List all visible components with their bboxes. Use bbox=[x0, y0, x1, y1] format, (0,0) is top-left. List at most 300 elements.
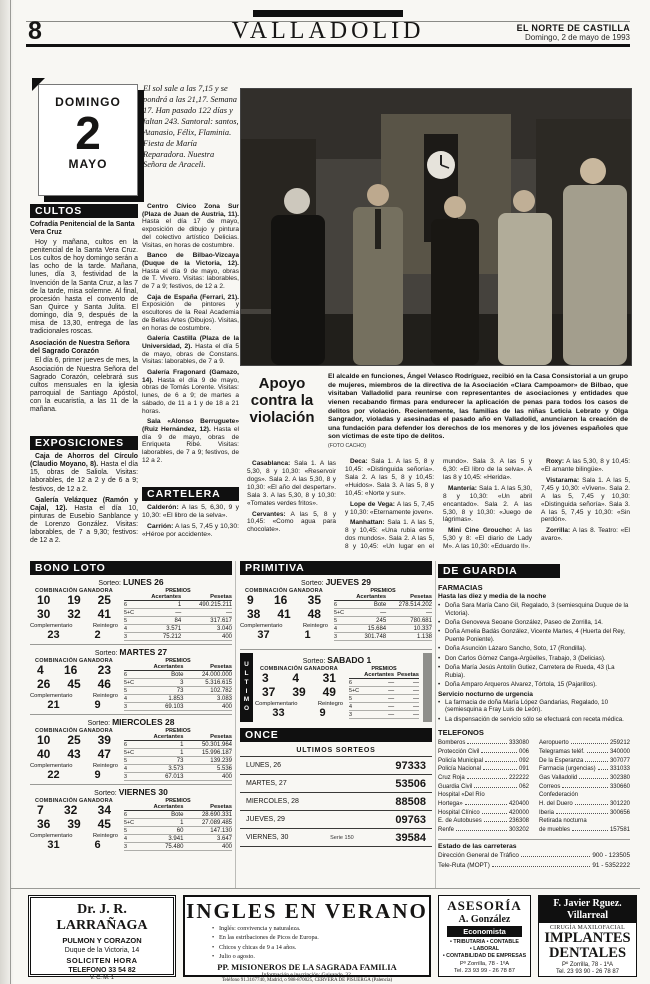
phone-row bbox=[438, 774, 529, 783]
ad-asesoria-phone: Tel. 23 93 99 - 26 78 87 bbox=[454, 968, 515, 975]
prize-row bbox=[124, 811, 232, 819]
cinema-entry: Casablanca: Sala 1. A las 5,30, 8 y 10,30: «Reservoir dogs». Sala 2. A las 5,30, 8 y 10,30: «El año del despertar». Sala 3. A las 5,30, 8 y 10,30: «Tomates verdes fritos». bbox=[247, 460, 336, 507]
nocturno-item-text: La farmacia de doña María López Gandarias, Regalado, 10 (semiesquina a Fray Luis de León). bbox=[445, 698, 609, 714]
prize-winners: Bote bbox=[345, 601, 386, 609]
prize-row bbox=[124, 757, 232, 765]
combination-number: 39 bbox=[292, 684, 306, 699]
prize-category: 6 bbox=[124, 671, 135, 679]
dot-leader bbox=[467, 743, 507, 744]
ad-implantes-line2: DENTALES bbox=[548, 945, 627, 962]
agenda-entry: Sala «Alonso Berruguete» (Ruiz Hernández, 12). Hasta el día 9 de mayo, obras de Enriqueta Ribé. Visitas: laborables, de 7 a 9; festivos, de 12 a 2. bbox=[142, 418, 239, 464]
cinema-lead: Lope de Vega: bbox=[350, 500, 395, 508]
prize-winners: 69.103 bbox=[135, 703, 183, 711]
agenda-entry: Caja de España (Ferrari, 21). Exposición de pintores y escultores de la Real Academia de Bellas Artes (Dibujos). Visitas, en horas de costumbre. bbox=[142, 293, 239, 332]
ultimo-letter: O bbox=[243, 705, 250, 713]
exposiciones-body bbox=[30, 453, 138, 546]
sorteo-label: Sorteo: bbox=[301, 580, 326, 587]
combination-number: 3 bbox=[262, 671, 269, 685]
prize-amount: 5.316.615 bbox=[183, 679, 232, 687]
once-day: VIERNES, 30 bbox=[246, 834, 289, 841]
cinema-lead: Mini Cine Groucho: bbox=[448, 527, 513, 535]
dot-leader bbox=[481, 752, 517, 753]
combination-label: COMBINACIÓN GANADORA bbox=[35, 658, 113, 664]
phone-label: Retirada nocturna bbox=[539, 818, 587, 825]
once-result-row bbox=[240, 756, 432, 774]
ad-asesoria bbox=[438, 895, 531, 977]
combination-number: 19 bbox=[67, 593, 81, 607]
draw-day: JUEVES 29 bbox=[325, 577, 371, 587]
prize-amount: 50.301.964 bbox=[183, 741, 232, 749]
prize-winners: 75.212 bbox=[135, 633, 181, 641]
news-photo bbox=[240, 88, 632, 366]
prize-table bbox=[334, 588, 432, 641]
phone-number: 259212 bbox=[609, 740, 630, 747]
nocturno-list bbox=[438, 699, 630, 724]
cultos-heading: Cofradía Penitencial de la Santa Vera Cruz bbox=[30, 221, 135, 236]
ad-larranaga-specialty: PULMON Y CORAZON bbox=[62, 936, 142, 945]
phone-label: Cruz Roja bbox=[438, 775, 465, 781]
premios-label: PREMIOS bbox=[165, 798, 191, 804]
phone-row bbox=[539, 826, 630, 835]
phone-number: 340000 bbox=[609, 748, 630, 755]
phone-number: 331033 bbox=[609, 766, 630, 773]
ad-implantes-phone: Tel. 23 93 90 - 26 78 87 bbox=[555, 969, 620, 976]
farmacias-title: FARMACIAS bbox=[438, 583, 483, 592]
ad-bullet bbox=[212, 944, 402, 952]
acertantes-header: Acertantes bbox=[135, 664, 183, 671]
prize-amount: — bbox=[394, 695, 419, 703]
combination-label: COMBINACIÓN GANADORA bbox=[35, 728, 113, 734]
pharmacy-item bbox=[438, 655, 630, 663]
acertantes-header: Acertantes bbox=[345, 594, 386, 601]
agenda-entry: Banco de Bilbao-Vizcaya (Duque de la Victoria, 12). Hasta el día 9 de mayo, obras de T. Vivero. Visitas: laborables, de 7 a 9; festivos, de 12 a 2. bbox=[142, 252, 239, 291]
prize-amount: 490.215.211 bbox=[181, 601, 232, 609]
prize-amount: 780.681 bbox=[386, 617, 432, 625]
once-results bbox=[240, 756, 432, 847]
prize-amount: 400 bbox=[183, 773, 232, 781]
combination-number: 41 bbox=[97, 606, 111, 621]
once-result-row bbox=[240, 774, 432, 792]
prize-category: 5 bbox=[124, 827, 135, 835]
dot-leader bbox=[579, 778, 608, 779]
phone-label: Iberia bbox=[539, 809, 555, 816]
once-subtitle: ULTIMOS SORTEOS bbox=[296, 747, 376, 754]
carreteras-title: Estado de las carreteras bbox=[438, 839, 630, 850]
prize-row bbox=[124, 741, 232, 749]
combination-row bbox=[30, 608, 118, 622]
complementario-value: 33 bbox=[272, 706, 285, 719]
agenda-lead: Centro Cívico Zona Sur (Plaza de Juan de Austria, 11). bbox=[142, 203, 239, 218]
cinema-entry: Zorrilla: A las 8. Teatro: «El avaro». bbox=[541, 527, 630, 543]
phone-label: Telegramas teléf. bbox=[539, 748, 585, 755]
reintegro-value: 9 bbox=[94, 698, 101, 711]
phone-row bbox=[438, 765, 529, 774]
bullet-dot: • bbox=[438, 715, 441, 723]
prize-amount: 317.617 bbox=[181, 617, 232, 625]
phone-number: 236308 bbox=[508, 818, 529, 825]
prize-row bbox=[124, 609, 232, 617]
page-header bbox=[26, 12, 630, 47]
combination-row bbox=[30, 818, 118, 832]
ad-asesoria-services bbox=[439, 939, 530, 960]
ad-larranaga-name: Dr. J. R. LARRAÑAGA bbox=[56, 902, 148, 933]
prize-winners: 3.571 bbox=[135, 625, 181, 633]
combination-label: COMBINACIÓN GANADORA bbox=[260, 666, 338, 672]
combination-number: 38 bbox=[247, 606, 261, 621]
combination-number: 37 bbox=[262, 684, 276, 699]
reintegro-value: 9 bbox=[319, 706, 326, 719]
draw-day: LUNES 26 bbox=[122, 577, 164, 587]
prize-amount: — bbox=[394, 679, 419, 687]
nocturno-item bbox=[438, 699, 630, 715]
prize-table bbox=[124, 798, 232, 851]
prize-category: 3 bbox=[124, 703, 135, 711]
prize-winners: 1.853 bbox=[135, 695, 183, 703]
calendar-fold bbox=[32, 78, 45, 91]
ad-bullet-text: Inglés: convivencia y naturaleza. bbox=[219, 925, 301, 932]
phone-label: Hospital Clínico bbox=[438, 809, 480, 816]
ad-bullet bbox=[212, 953, 402, 961]
section-title: VALLADOLID bbox=[231, 18, 425, 44]
bullet-dot: • bbox=[438, 619, 441, 626]
phone-label: Guardia Civil bbox=[438, 783, 473, 790]
cinema-lead: Manhattan: bbox=[350, 519, 385, 527]
prize-winners: 301.748 bbox=[345, 633, 386, 641]
combination-row bbox=[30, 734, 118, 748]
once-day: LUNES, 26 bbox=[246, 762, 282, 769]
exposiciones-section bbox=[30, 436, 138, 549]
prize-winners: — bbox=[360, 679, 394, 687]
reintegro-value: 2 bbox=[94, 628, 101, 641]
cultos-section bbox=[30, 204, 138, 417]
ultimo-sorteo-block bbox=[240, 649, 432, 722]
combination-label: COMBINACIÓN GANADORA bbox=[35, 588, 113, 594]
prize-category: 5+C bbox=[124, 749, 135, 756]
prize-amount: 400 bbox=[183, 843, 232, 851]
prize-row bbox=[124, 835, 232, 843]
prize-category: 3 bbox=[349, 711, 360, 719]
ad-asesoria-role: Economista bbox=[447, 926, 522, 937]
premios-label: PREMIOS bbox=[165, 728, 191, 734]
prize-winners: 3.573 bbox=[135, 765, 183, 773]
prize-row bbox=[334, 633, 432, 641]
prize-amount: 400 bbox=[181, 633, 232, 641]
dot-leader bbox=[521, 856, 590, 857]
phone-row bbox=[539, 765, 630, 774]
prize-category: 5+C bbox=[124, 679, 135, 686]
ad-implantes-address: Pº Zorrilla, 78 - 1ºA bbox=[561, 962, 614, 969]
combination-number: 16 bbox=[273, 593, 288, 607]
ad-bullet bbox=[212, 925, 402, 933]
combination-number: 49 bbox=[322, 684, 336, 699]
agenda-column bbox=[142, 201, 239, 485]
phone-row bbox=[539, 739, 630, 748]
prize-row bbox=[124, 819, 232, 827]
prize-category: 6 bbox=[349, 679, 360, 687]
prize-category: 5 bbox=[334, 617, 345, 625]
prize-grid bbox=[334, 594, 432, 641]
combination-number: 46 bbox=[97, 676, 111, 691]
phone-label: Farmacia (urgencias) bbox=[539, 766, 596, 773]
combination-row bbox=[255, 672, 343, 686]
ultimo-vertical-label bbox=[240, 653, 253, 722]
combination-number: 7 bbox=[37, 803, 44, 817]
combination-number: 34 bbox=[97, 803, 111, 817]
reintegro-label: Reintegro bbox=[92, 622, 118, 629]
once-section bbox=[240, 728, 432, 847]
acertantes-header: Acertantes bbox=[135, 594, 181, 601]
prize-winners: — bbox=[360, 703, 394, 711]
prize-winners: 1 bbox=[135, 749, 183, 757]
phone-number: 302380 bbox=[609, 775, 630, 781]
phone-row bbox=[438, 809, 529, 818]
phone-label: H. del Duero bbox=[539, 801, 573, 808]
ad-ingles-info: Información e inscripción: Guisando, 32. bbox=[261, 972, 353, 978]
prize-row bbox=[124, 749, 232, 757]
draw-day: VIERNES 30 bbox=[118, 787, 168, 797]
reintegro-label: Reintegro bbox=[92, 832, 118, 839]
acertantes-header: Acertantes bbox=[360, 672, 394, 679]
cinema-lead: Mantería: bbox=[448, 484, 477, 492]
winning-combination bbox=[30, 798, 118, 851]
ad-service-line: • TRIBUTARIA • CONTABLE bbox=[450, 939, 519, 945]
ad-larranaga-address: Duque de la Victoria, 14 bbox=[64, 947, 140, 954]
de-guardia-section bbox=[438, 561, 630, 871]
draw-title bbox=[255, 655, 419, 665]
prize-row bbox=[124, 625, 232, 633]
combination-number: 43 bbox=[67, 746, 81, 761]
bullet-dot: • bbox=[212, 934, 215, 942]
prize-amount: 3.040 bbox=[181, 625, 232, 633]
prize-amount: — bbox=[394, 703, 419, 711]
prize-winners: 73 bbox=[135, 757, 183, 765]
complementario-value: 21 bbox=[47, 698, 60, 711]
prize-winners: 15.684 bbox=[345, 625, 386, 633]
cinema-entry: Manhattan: Sala 1. A las 5, 8 y 10,45: «Una rubia entre dos mundos». Sala 2. A las 5, 8 y 10,45: «Un lugar en el mundo». Sala 3. A las 5 y 6,30: «El libro de la selva». A las 8 y 10,45: «Herida». bbox=[345, 458, 532, 551]
dot-leader bbox=[585, 761, 608, 762]
dot-leader bbox=[467, 778, 507, 779]
phone-number: 062 bbox=[518, 783, 529, 790]
prize-grid bbox=[349, 672, 419, 719]
winning-combination bbox=[30, 658, 118, 711]
prize-category: 3 bbox=[124, 843, 135, 851]
phone-label: De la Esperanza bbox=[539, 757, 584, 764]
primitiva-draw bbox=[240, 575, 432, 644]
prize-winners: 1 bbox=[135, 741, 183, 749]
phone-column-left bbox=[438, 739, 529, 835]
sorteo-label: Sorteo: bbox=[94, 790, 119, 797]
pharmacy-item bbox=[438, 645, 630, 653]
pharmacy-item-text: Doña Sara María Cano Gil, Regalado, 3 (semiesquina Duque de la Victoria). bbox=[445, 602, 629, 617]
prize-amount: 147.130 bbox=[183, 827, 232, 835]
phone-number: 157581 bbox=[609, 827, 630, 834]
winning-combination bbox=[30, 588, 118, 641]
bullet-dot: • bbox=[438, 602, 441, 609]
dot-leader bbox=[571, 743, 608, 744]
prize-amount: — bbox=[181, 609, 232, 617]
exposicion-entry: Galería Velázquez (Ramón y Cajal, 12). Hasta el día 10, pinturas de Eusebio Sanblance y de Lorenzo González. Visitas: laborables, de 7 a 9,30; festivos: de 12 a 2. bbox=[30, 496, 138, 545]
cinema-lead: Casablanca: bbox=[252, 460, 291, 467]
dot-leader bbox=[482, 813, 507, 814]
prize-winners: Bote bbox=[135, 671, 183, 679]
combination-number: 45 bbox=[97, 816, 111, 831]
phone-column-right bbox=[539, 739, 630, 835]
phone-label: de muebles bbox=[539, 827, 571, 834]
prize-row bbox=[349, 703, 419, 711]
cinema-lead: Roxy: bbox=[546, 458, 565, 465]
cartelera-section bbox=[142, 487, 239, 543]
ad-ingles-phone: Teléfono 91.3167740, Madrid, o 988-870025, CERVERA DE PISUERGA (Palencia) bbox=[221, 978, 393, 983]
dot-leader bbox=[456, 830, 507, 831]
phone-label: Gas Valladolid bbox=[539, 775, 578, 781]
prize-row bbox=[349, 679, 419, 687]
combination-row bbox=[30, 748, 118, 762]
once-day: MARTES, 27 bbox=[246, 780, 287, 787]
premios-label: PREMIOS bbox=[165, 588, 191, 594]
photo-caption-text: El alcalde en funciones, Ángel Velasco Rodríguez, recibió en la Casa Consistorial a un grupo de mujeres, miembros de la directiva de la Asociación «Clara Campoamor» de Bilbao, que visitaban Valladolid para reunirse con representantes de asociaciones y entidades que vienen recabando firmas para endurecer la aplicación de penas para todos los casos de delitos por violación. Recientemente, las familias de las niñas Leticia Lebrato y Olga Sangrador, violadas y asesinadas el pasado año en Valladolid, anunciaron la creación de una fundación para defender los derechos de los menores y de los jóvenes españoles que son víctimas de este tipo de delitos. bbox=[328, 373, 628, 441]
prize-row bbox=[334, 625, 432, 633]
bonoloto-draws bbox=[30, 575, 232, 854]
dot-leader bbox=[562, 787, 608, 788]
once-day: JUEVES, 29 bbox=[246, 816, 285, 823]
phone-label: Renfe bbox=[438, 827, 455, 834]
complementario-label: Complementario bbox=[30, 622, 73, 629]
ad-ingles-verano bbox=[183, 895, 431, 983]
prize-category: 3 bbox=[124, 773, 135, 781]
cinema-entry: Roxy: A las 5,30, 8 y 10,45: «El amante bilingüe». bbox=[541, 458, 630, 473]
once-number: 88508 bbox=[395, 795, 426, 808]
dot-leader bbox=[575, 804, 608, 805]
prize-row bbox=[124, 695, 232, 703]
once-day: MIERCOLES, 28 bbox=[246, 798, 299, 805]
nocturno-item-text: La dispensación de servicio sólo se efectuará con receta médica. bbox=[445, 715, 624, 723]
premios-label: PREMIOS bbox=[370, 588, 396, 594]
prize-table bbox=[124, 588, 232, 641]
complementario-label: Complementario bbox=[240, 622, 283, 629]
prize-amount: 3.647 bbox=[183, 835, 232, 843]
prize-category: 5 bbox=[349, 695, 360, 703]
combination-label: COMBINACIÓN GANADORA bbox=[35, 798, 113, 804]
agenda-entry: Galería Fragonard (Gamazo, 14). Hasta el día 9 de mayo, obras de Tomás Lorente. Visitas: lunes, de 6 a 9; de martes a sábado, de 11 a 1 y de 18 a 21 horas. bbox=[142, 369, 239, 415]
ad-bullet bbox=[212, 934, 402, 942]
pesetas-header: Pesetas bbox=[181, 594, 232, 601]
cultos-body bbox=[30, 221, 138, 414]
premios-label: PREMIOS bbox=[371, 666, 397, 672]
ultimo-letter: U bbox=[244, 661, 249, 669]
combination-number: 32 bbox=[63, 803, 78, 817]
primitiva-header: PRIMITIVA bbox=[240, 561, 432, 575]
combination-row bbox=[30, 678, 118, 692]
prize-row bbox=[124, 765, 232, 773]
lottery-draw bbox=[30, 644, 232, 714]
prize-winners: 73 bbox=[135, 687, 183, 695]
phone-label: Policía Municipal bbox=[438, 757, 484, 764]
issue-date: Domingo, 2 de mayo de 1993 bbox=[525, 33, 630, 42]
combination-number: 35 bbox=[307, 593, 321, 607]
pesetas-header: Pesetas bbox=[183, 804, 232, 811]
ad-implantes-specialty: CIRUGÍA MAXILOFACIAL bbox=[550, 925, 625, 931]
prize-amount: 15.996.187 bbox=[183, 749, 232, 757]
prize-amount: 10.337 bbox=[386, 625, 432, 633]
bullet-dot: • bbox=[438, 645, 441, 653]
prize-category: 5 bbox=[124, 617, 135, 625]
sorteo-label: Sorteo: bbox=[302, 658, 328, 665]
farmacias-subtitle: Hasta las diez y media de la noche bbox=[438, 593, 547, 600]
prize-category: 5+C bbox=[349, 687, 360, 694]
once-header: ONCE bbox=[240, 728, 432, 742]
prize-category: 6 bbox=[334, 601, 345, 609]
phone-row bbox=[539, 817, 630, 826]
cinema-entry: Vistarama: Sala 1. A las 5, 7,45 y 10,30: «Viven». Sala 2. A las 5, 7,45 y 10,30: «Distinguida señoría». Sala 3. A las 5, 7,45 y 10,30: «Sin perdón». bbox=[541, 476, 630, 524]
ad-larranaga-note: SOLICITEN HORA bbox=[66, 956, 138, 965]
prize-winners: Bote bbox=[135, 811, 183, 819]
sorteo-label: Sorteo: bbox=[98, 580, 123, 587]
ad-asesoria-name: A. González bbox=[458, 914, 511, 925]
combination-number: 40 bbox=[37, 746, 51, 761]
prize-category: 3 bbox=[124, 633, 135, 641]
phone-directory bbox=[438, 739, 630, 835]
prize-amount: 400 bbox=[183, 703, 232, 711]
prize-row bbox=[349, 711, 419, 719]
cinema-entry: Mini Cine Groucho: A las 5,30 y 8: «El diario de Lady M». A las 10,30: «Eduardo II». bbox=[443, 527, 532, 551]
combination-number: 26 bbox=[37, 676, 51, 691]
combination-row bbox=[255, 686, 343, 700]
once-result-row bbox=[240, 810, 432, 828]
combination-row bbox=[30, 804, 118, 818]
ad-larranaga-code: V. C. M. 1 bbox=[90, 975, 114, 981]
prize-category: 3 bbox=[334, 633, 345, 641]
lottery-draw bbox=[240, 575, 432, 644]
prize-row bbox=[124, 679, 232, 687]
exposicion-lead: Galería Velázquez (Ramón y Cajal, 12). bbox=[30, 496, 138, 512]
primitiva-once-column bbox=[240, 561, 432, 847]
phone-row bbox=[438, 757, 529, 766]
exposicion-entry: Caja de Ahorros del Círculo (Claudio Moyano, 8). Hasta el día 15, obras de Saliola. Visitas: laborables, de 12 a 2 y de 6 a 9; festivos, de 12 a 2. bbox=[30, 453, 138, 493]
combination-number: 48 bbox=[307, 606, 321, 621]
combination-number: 39 bbox=[67, 816, 81, 831]
prize-grid bbox=[124, 664, 232, 711]
dot-leader bbox=[556, 813, 608, 814]
draw-day: MARTES 27 bbox=[119, 647, 168, 657]
phone-label: Hospital «Del Río bbox=[438, 792, 485, 799]
prize-winners: 75.480 bbox=[135, 843, 183, 851]
pharmacy-item-text: Doña Amelia Badás González, Vicente Martes, 4 (Huerta del Rey, Puente Poniente). bbox=[445, 628, 625, 643]
photo-caption bbox=[328, 373, 628, 450]
prize-row bbox=[124, 703, 232, 711]
exposicion-lead: Caja de Ahorros del Círculo (Claudio Moyano, 8). bbox=[30, 453, 138, 469]
agenda-entry: Galería Castilla (Plaza de la Universidad, 2). Hasta el día 5 de mayo, obras de Constans. Visitas: laborables, de 7 a 9. bbox=[142, 335, 239, 366]
phone-row bbox=[438, 739, 529, 748]
paper-name: EL NORTE DE CASTILLA bbox=[516, 23, 630, 33]
prize-amount: 24.000.000 bbox=[183, 671, 232, 679]
complementario-label: Complementario bbox=[255, 700, 298, 707]
prize-amount: 102.782 bbox=[183, 687, 232, 695]
bonoloto-section bbox=[30, 561, 232, 854]
prize-category: 4 bbox=[124, 625, 135, 633]
cinema-entry: Deca: Sala 1. A las 5, 8 y 10,45: «Distinguida señoría». Sala 2. A las 5, 8 y 10,45: «Huidos». Sala 3. A las 5, 8 y 10,45: «Norte y sur». bbox=[345, 458, 434, 497]
combination-number: 4 bbox=[37, 663, 44, 677]
prize-category: 5+C bbox=[124, 609, 135, 616]
combination-number: 25 bbox=[97, 593, 111, 607]
phone-number: 420000 bbox=[508, 809, 529, 816]
reintegro-label: Reintegro bbox=[317, 700, 343, 707]
pesetas-header: Pesetas bbox=[183, 664, 232, 671]
reintegro-label: Reintegro bbox=[92, 692, 118, 699]
section-title-bar bbox=[253, 10, 403, 17]
prize-amount: — bbox=[394, 711, 419, 719]
combination-label: COMBINACIÓN GANADORA bbox=[245, 588, 323, 594]
ad-implantes-name1: F. Javier Rguez. bbox=[553, 898, 622, 909]
